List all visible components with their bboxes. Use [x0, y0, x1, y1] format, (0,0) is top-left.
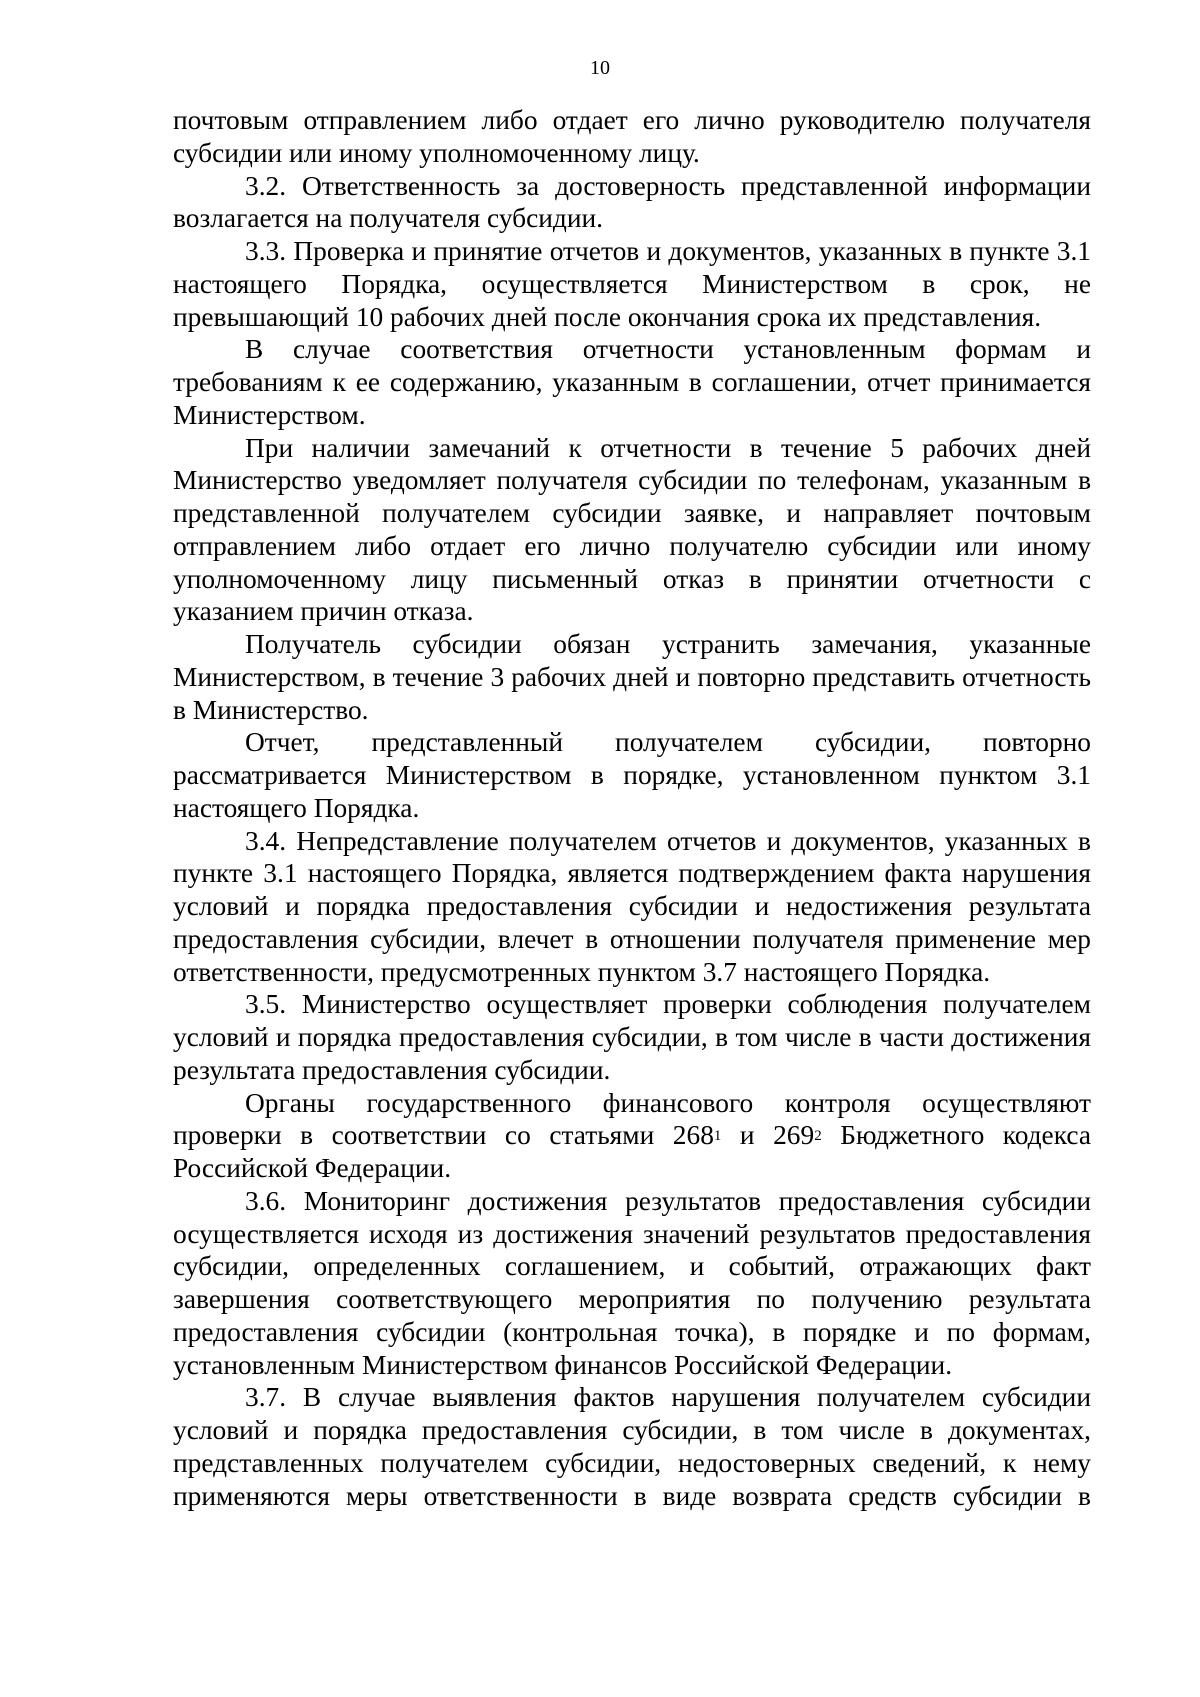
paragraph-remarks: При наличии замечаний к отчетности в течение 5 рабочих дней Министерство уведомляет получателя субсидии по телефонам, указанным в представленной получателем субсидии заявке, и направляет почтовым отправлением либо отдает его лично получателю субсидии или иному уполномоченному лицу письменный отказ в принятии отчетности с указанием причин отказа.: [173, 432, 1091, 627]
paragraph-continuation: почтовым отправлением либо отдает его лично руководителю получателя субсидии или иному уполномоченному лицу.: [173, 105, 1091, 168]
financial-control-text-end: Бюджетного кодекса Российской Федерации.: [173, 1120, 1091, 1183]
paragraph-3-6: 3.6. Мониторинг достижения результатов предоставления субсидии осуществляется исходя из достижения значений результатов предоставления субсидии, определенных соглашением, и событий, отражающих факт завершения соответствующего мероприятия по получению результата предоставления субсидии (контрольная точка), в порядке и по формам, установленным Министерством финансов Российской Федерации.: [173, 1185, 1091, 1380]
paragraph-3-2: 3.2. Ответственность за достоверность представленной информации возлагается на получателя субсидии.: [173, 170, 1091, 234]
financial-control-text-start: Органы государственного финансового контроля осуществляют проверки в соответствии со статьями 268: [173, 1087, 1091, 1151]
paragraph-financial-control: [173, 1087, 1091, 1185]
paragraph-3-5: 3.5. Министерство осуществляет проверки соблюдения получателем условий и порядка предоставления субсидии, в том числе в части достижения результата предоставления субсидии.: [173, 989, 1091, 1085]
paragraph-report-accepted: В случае соответствия отчетности установленным формам и требованиям к ее содержанию, указанным в соглашении, отчет принимается Министерством.: [173, 334, 1091, 430]
superscript-2: 2: [814, 1128, 822, 1145]
paragraph-3-4: 3.4. Непредставление получателем отчетов и документов, указанных в пункте 3.1 настоящего Порядка, является подтверждением факта нарушения условий и порядка предоставления субсидии и недостижения результата предоставления субсидии, влечет в отношении получателя применение мер ответственности, предусмотренных пунктом 3.7 настоящего Порядка.: [173, 825, 1091, 987]
financial-control-text-middle: и 269: [721, 1120, 815, 1151]
document-body: [173, 104, 1091, 1512]
paragraph-3-3: 3.3. Проверка и принятие отчетов и документов, указанных в пункте 3.1 настоящего Порядка, осуществляется Министерством в срок, не превышающий 10 рабочих дней после окончания срока их представления.: [173, 236, 1091, 332]
paragraph-eliminate-remarks: Получатель субсидии обязан устранить замечания, указанные Министерством, в течение 3 рабочих дней и повторно представить отчетность в Министерство.: [173, 629, 1091, 725]
superscript-1: 1: [713, 1128, 722, 1145]
paragraph-3-7: 3.7. В случае выявления фактов нарушения получателем субсидии условий и порядка предоставления субсидии, в том числе в документах, представленных получателем субсидии, недостоверных сведений, к нему применяются меры ответственности в виде возврата средств субсидии в: [173, 1382, 1091, 1511]
paragraph-report-reconsidered: Отчет, представленный получателем субсидии, повторно рассматривается Министерством в порядке, установленном пунктом 3.1 настоящего Порядка.: [173, 727, 1091, 823]
page-number: 10: [590, 57, 610, 79]
